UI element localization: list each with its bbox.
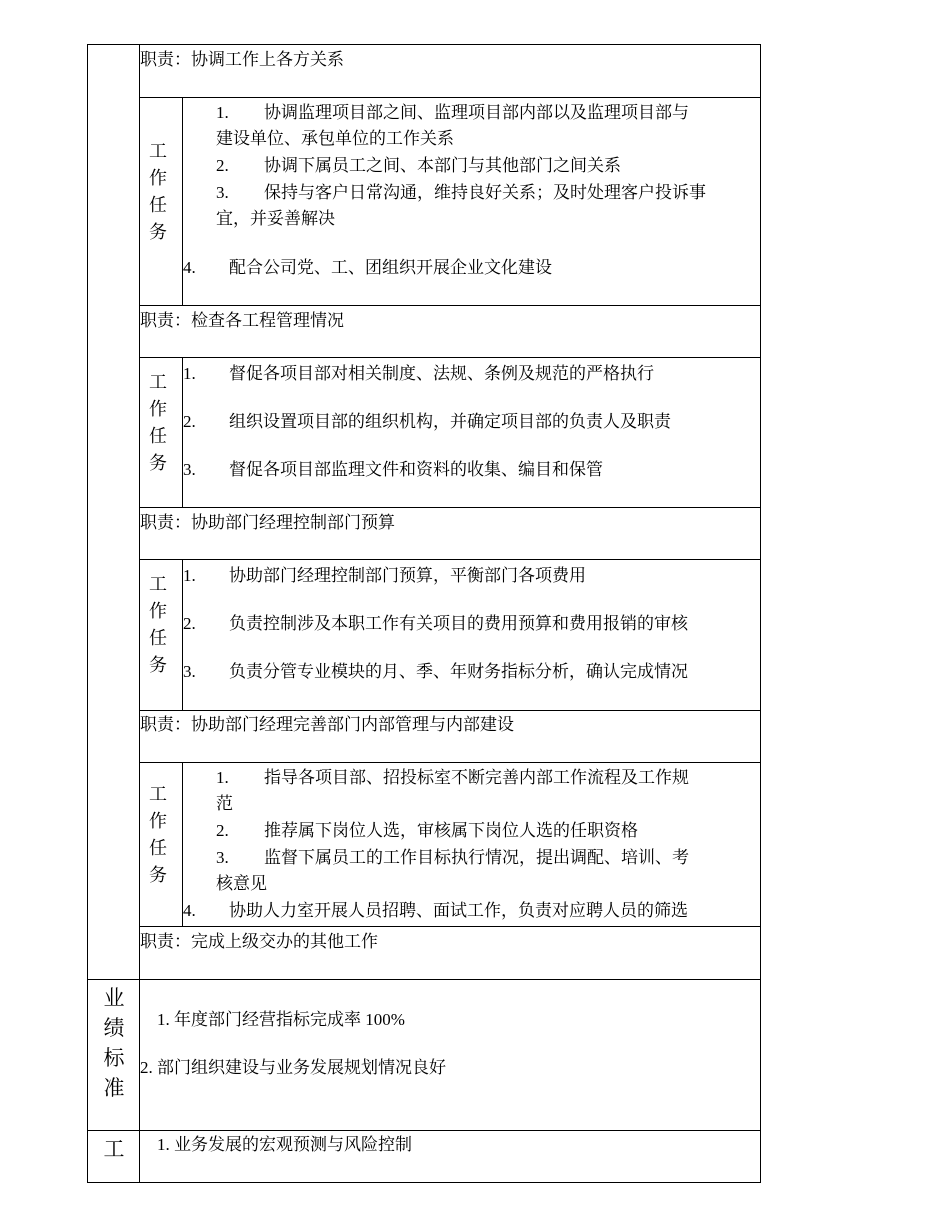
row-divider	[87, 1130, 761, 1131]
task-label	[148, 369, 168, 477]
work-section-item: 1. 业务发展的宏观预测与风险控制	[157, 1135, 412, 1154]
row-divider	[139, 762, 761, 763]
duty-title: 职责：完成上级交办的其他工作	[140, 932, 378, 951]
task-label-text: 工作任务	[149, 141, 167, 242]
row-divider	[139, 305, 761, 306]
task-label	[148, 138, 168, 246]
table-border	[139, 44, 140, 1183]
duty-title: 职责：协助部门经理控制部门预算	[140, 513, 395, 532]
task-item-continued: 宜，并妥善解决	[216, 209, 335, 228]
duty-title: 职责：协调工作上各方关系	[140, 50, 344, 69]
task-label	[148, 781, 168, 889]
task-item-continued: 核意见	[216, 874, 267, 893]
task-item: 3. 负责分管专业模块的月、季、年财务指标分析，确认完成情况	[183, 662, 688, 681]
row-divider	[87, 979, 761, 980]
work-section-label: 工	[103, 1137, 125, 1161]
task-item: 2. 组织设置项目部的组织机构，并确定项目部的负责人及职责	[183, 412, 671, 431]
row-divider	[139, 507, 761, 508]
task-item: 2. 负责控制涉及本职工作有关项目的费用预算和费用报销的审核	[183, 614, 688, 633]
task-item: 3. 监督下属员工的工作目标执行情况，提出调配、培训、考	[216, 848, 689, 867]
task-item: 2. 协调下属员工之间、本部门与其他部门之间关系	[216, 156, 621, 175]
table-border	[87, 1182, 761, 1183]
table-border	[760, 44, 761, 1183]
table-border	[87, 44, 88, 1183]
row-divider	[139, 357, 761, 358]
task-item: 1. 督促各项目部对相关制度、法规、条例及规范的严格执行	[183, 364, 654, 383]
task-label-text: 工作任务	[149, 784, 167, 885]
performance-item: 1. 年度部门经营指标完成率 100%	[157, 1010, 405, 1029]
duty-title: 职责：协助部门经理完善部门内部管理与内部建设	[140, 715, 514, 734]
task-label-text: 工作任务	[149, 372, 167, 473]
performance-item: 2. 部门组织建设与业务发展规划情况良好	[140, 1058, 446, 1077]
row-divider	[139, 710, 761, 711]
task-item: 1. 指导各项目部、招投标室不断完善内部工作流程及工作规	[216, 768, 689, 787]
table-border	[87, 44, 761, 45]
row-divider	[139, 559, 761, 560]
row-divider	[139, 97, 761, 98]
task-item: 1. 协调监理项目部之间、监理项目部内部以及监理项目部与	[216, 103, 689, 122]
task-item-continued: 范	[216, 794, 233, 813]
task-item: 2. 推荐属下岗位人选，审核属下岗位人选的任职资格	[216, 821, 638, 840]
row-divider	[139, 926, 761, 927]
performance-label-text: 业绩标准	[103, 986, 125, 1100]
task-item: 4. 协助人力室开展人员招聘、面试工作，负责对应聘人员的筛选	[183, 901, 688, 920]
performance-label	[99, 983, 129, 1103]
task-item: 3. 保持与客户日常沟通，维持良好关系；及时处理客户投诉事	[216, 183, 706, 202]
task-label	[148, 571, 168, 679]
task-item-continued: 建设单位、承包单位的工作关系	[216, 129, 454, 148]
task-label-text: 工作任务	[149, 574, 167, 675]
task-item: 3. 督促各项目部监理文件和资料的收集、编目和保管	[183, 460, 603, 479]
duty-title: 职责：检查各工程管理情况	[140, 311, 344, 330]
task-item: 4. 配合公司党、工、团组织开展企业文化建设	[183, 258, 552, 277]
task-item: 1. 协助部门经理控制部门预算，平衡部门各项费用	[183, 566, 586, 585]
